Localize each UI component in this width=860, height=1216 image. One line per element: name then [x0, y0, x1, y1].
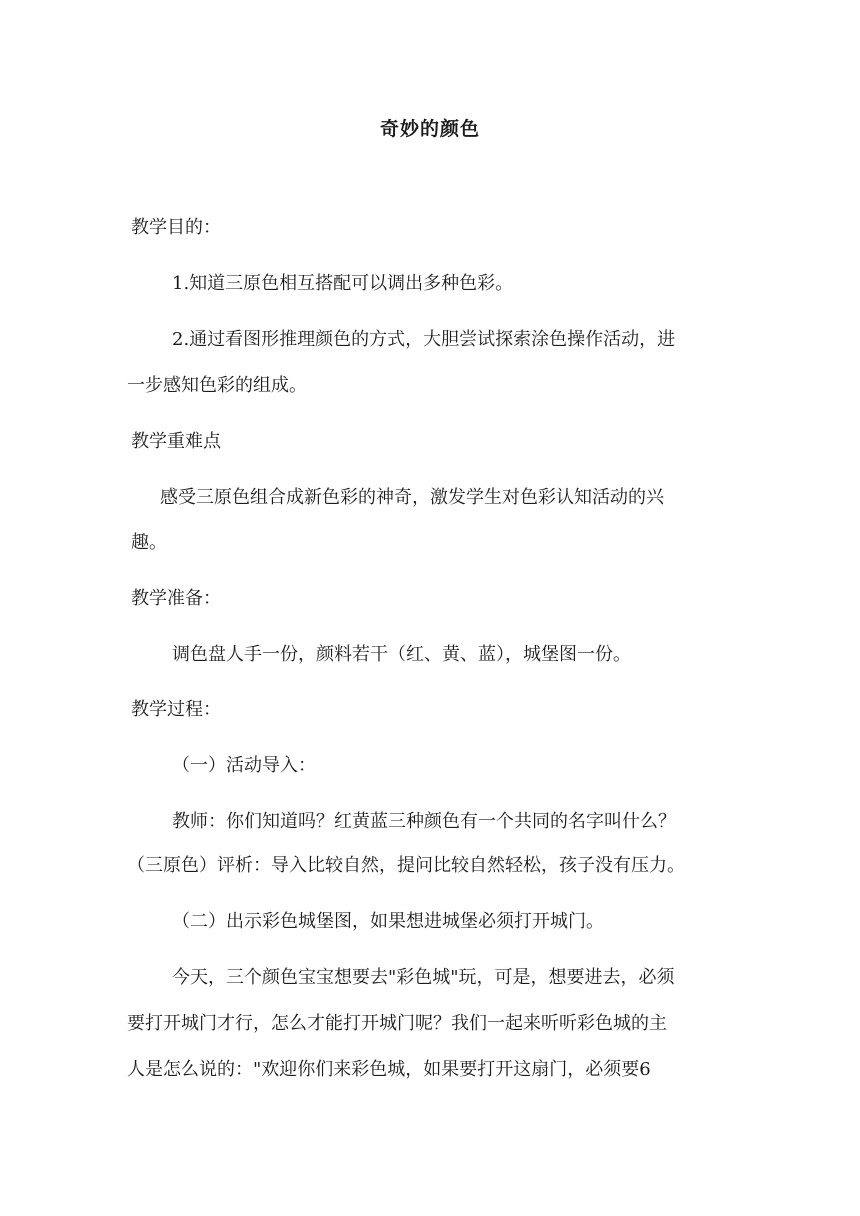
paragraph-line: 教师：你们知道吗？红黄蓝三种颜色有一个共同的名字叫什么？ — [172, 811, 676, 832]
section-heading-preparation: 教学准备： — [131, 588, 221, 609]
subsection-heading: （一）活动导入： — [172, 755, 316, 776]
subsection-heading: （二）出示彩色城堡图，如果想进城堡必须打开城门。 — [172, 911, 604, 932]
paragraph-line: （三原色）评析：导入比较自然，提问比较自然轻松，孩子没有压力。 — [127, 855, 685, 876]
paragraph-line: 今天，三个颜色宝宝想要去"彩色城"玩，可是，想要进去，必须 — [172, 967, 675, 988]
paragraph-line: 感受三原色组合成新色彩的神奇，激发学生对色彩认知活动的兴 — [160, 487, 664, 508]
section-heading-objectives: 教学目的： — [131, 217, 221, 238]
paragraph-line: 1.知道三原色相互搭配可以调出多种色彩。 — [172, 273, 514, 294]
section-heading-process: 教学过程： — [131, 699, 221, 720]
section-heading-key-points: 教学重难点 — [131, 431, 221, 452]
paragraph-line: 调色盘人手一份，颜料若干（红、黄、蓝），城堡图一份。 — [172, 644, 631, 665]
document-title: 奇妙的颜色 — [379, 118, 480, 140]
paragraph-line: 趣。 — [131, 532, 167, 553]
paragraph-line: 2.通过看图形推理颜色的方式，大胆尝试探索涂色操作活动，进 — [172, 329, 676, 350]
paragraph-line: 人是怎么说的："欢迎你们来彩色城，如果要打开这扇门，必须要6 — [127, 1059, 651, 1080]
paragraph-line: 一步感知色彩的组成。 — [127, 375, 307, 396]
paragraph-line: 要打开城门才行，怎么才能打开城门呢？我们一起来听听彩色城的主 — [127, 1013, 667, 1034]
